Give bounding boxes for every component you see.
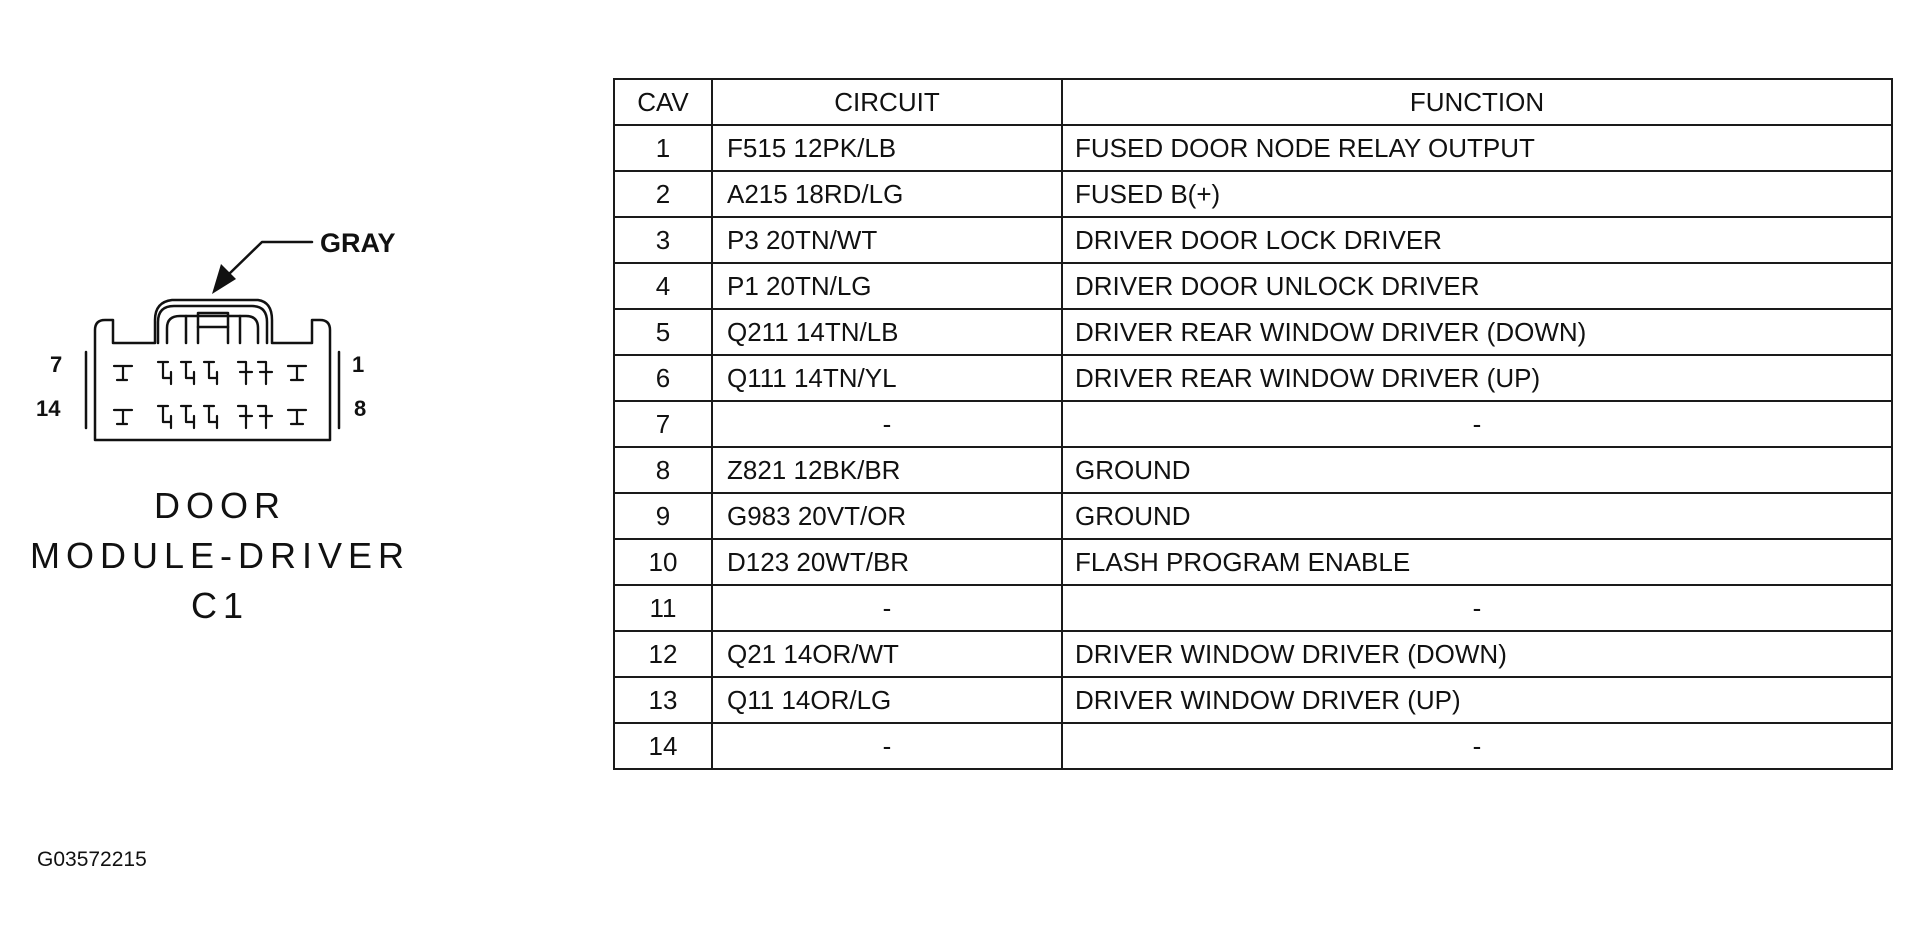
pin-label-top-left: 7 <box>50 352 63 377</box>
arrow-head-icon <box>212 264 236 294</box>
cavity-12 <box>181 406 194 428</box>
table-row <box>614 723 1892 769</box>
circuit-cell: P1 20TN/LG <box>712 263 1062 309</box>
table-row <box>614 631 1892 677</box>
function-cell: DRIVER REAR WINDOW DRIVER (UP) <box>1062 355 1892 401</box>
function-cell: GROUND <box>1062 447 1892 493</box>
circuit-cell: Q21 14OR/WT <box>712 631 1062 677</box>
table-row <box>614 401 1892 447</box>
table-row <box>614 217 1892 263</box>
function-cell: - <box>1062 401 1892 447</box>
cavity-1 <box>288 366 306 380</box>
cav-cell: 6 <box>614 355 712 401</box>
circuit-cell: G983 20VT/OR <box>712 493 1062 539</box>
cavity-2 <box>258 362 272 384</box>
arrow-shaft <box>228 242 312 275</box>
cav-cell: 12 <box>614 631 712 677</box>
function-cell: FUSED DOOR NODE RELAY OUTPUT <box>1062 125 1892 171</box>
cav-cell: 10 <box>614 539 712 585</box>
circuit-cell: - <box>712 401 1062 447</box>
table-row <box>614 171 1892 217</box>
function-cell: DRIVER REAR WINDOW DRIVER (DOWN) <box>1062 309 1892 355</box>
function-cell: DRIVER DOOR UNLOCK DRIVER <box>1062 263 1892 309</box>
circuit-cell: Z821 12BK/BR <box>712 447 1062 493</box>
cavity-4 <box>204 362 217 384</box>
cavity-13 <box>158 406 171 428</box>
connector-title-line-3: C1 <box>190 585 250 626</box>
header-circuit: CIRCUIT <box>712 79 1062 125</box>
cavity-7 <box>114 366 132 380</box>
circuit-cell: Q211 14TN/LB <box>712 309 1062 355</box>
circuit-cell: P3 20TN/WT <box>712 217 1062 263</box>
header-cav: CAV <box>614 79 712 125</box>
connector-title-line-1: DOOR <box>154 485 286 526</box>
table-row <box>614 585 1892 631</box>
function-cell: DRIVER WINDOW DRIVER (UP) <box>1062 677 1892 723</box>
function-cell: - <box>1062 723 1892 769</box>
header-function: FUNCTION <box>1062 79 1892 125</box>
function-cell: GROUND <box>1062 493 1892 539</box>
cav-cell: 4 <box>614 263 712 309</box>
table-row <box>614 125 1892 171</box>
table-row <box>614 263 1892 309</box>
cavity-9 <box>258 406 272 428</box>
cav-cell: 2 <box>614 171 712 217</box>
table-row <box>614 539 1892 585</box>
connector-color-label: GRAY <box>320 228 396 258</box>
cav-cell: 3 <box>614 217 712 263</box>
cavity-11 <box>204 406 217 428</box>
circuit-cell: F515 12PK/LB <box>712 125 1062 171</box>
function-cell: DRIVER DOOR LOCK DRIVER <box>1062 217 1892 263</box>
pin-label-bottom-left: 14 <box>36 396 61 421</box>
figure-id: G03572215 <box>37 848 147 871</box>
table-body <box>614 125 1892 769</box>
connector-title-line-2: MODULE-DRIVER <box>29 535 411 576</box>
circuit-cell: A215 18RD/LG <box>712 171 1062 217</box>
table-row <box>614 355 1892 401</box>
connector-housing <box>95 300 330 440</box>
table-row <box>614 309 1892 355</box>
pin-label-top-right: 1 <box>352 352 365 377</box>
circuit-cell: D123 20WT/BR <box>712 539 1062 585</box>
cav-cell: 13 <box>614 677 712 723</box>
function-cell: DRIVER WINDOW DRIVER (DOWN) <box>1062 631 1892 677</box>
table-row <box>614 447 1892 493</box>
table-header-row <box>614 79 1892 125</box>
circuit-cell: Q11 14OR/LG <box>712 677 1062 723</box>
pin-label-bottom-right: 8 <box>354 396 367 421</box>
function-cell: FUSED B(+) <box>1062 171 1892 217</box>
circuit-cell: - <box>712 585 1062 631</box>
cavity-6 <box>158 362 171 384</box>
function-cell: - <box>1062 585 1892 631</box>
cav-cell: 8 <box>614 447 712 493</box>
table-row <box>614 677 1892 723</box>
connector-pinout-table <box>613 78 1893 770</box>
cav-cell: 1 <box>614 125 712 171</box>
cav-cell: 9 <box>614 493 712 539</box>
circuit-cell: - <box>712 723 1062 769</box>
cavity-3 <box>238 362 252 384</box>
cavity-14 <box>114 410 132 424</box>
cavity-10 <box>238 406 252 428</box>
cav-cell: 7 <box>614 401 712 447</box>
cavity-8 <box>288 410 306 424</box>
cav-cell: 11 <box>614 585 712 631</box>
function-cell: FLASH PROGRAM ENABLE <box>1062 539 1892 585</box>
cav-cell: 5 <box>614 309 712 355</box>
cav-cell: 14 <box>614 723 712 769</box>
cavity-5 <box>181 362 194 384</box>
connector-latch <box>158 306 267 343</box>
circuit-cell: Q111 14TN/YL <box>712 355 1062 401</box>
table-row <box>614 493 1892 539</box>
